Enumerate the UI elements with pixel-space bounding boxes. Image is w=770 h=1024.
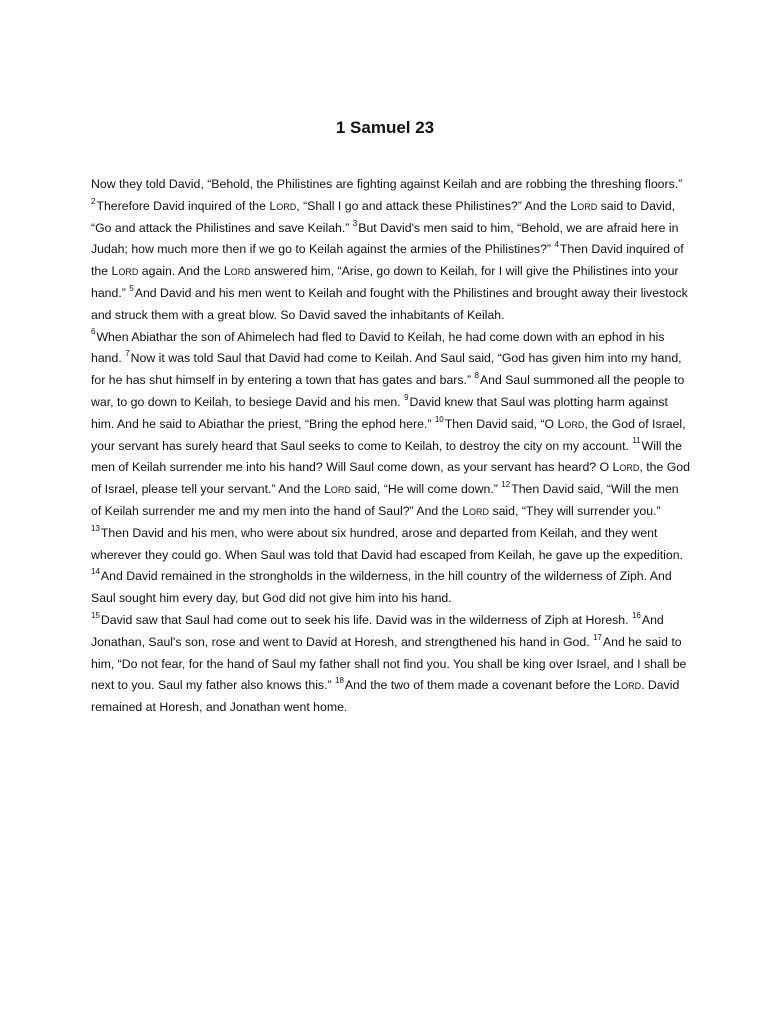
verse-text: Now they told David, “Behold, the Philistines are fighting against Keilah and are robbing the threshing floors.”	[91, 177, 683, 191]
verse-text: And the two of them made a covenant before the	[344, 678, 615, 693]
verse-number: 3	[352, 218, 358, 228]
paragraph	[91, 174, 691, 327]
verse-number: 12	[501, 480, 511, 490]
verse-text: David knew that Saul was plotting harm against him. And he said to Abiathar the priest, “Bring the ephod here.”	[91, 394, 668, 431]
verse-text: Then David said, “O	[444, 416, 558, 431]
verse-text: Now it was told Saul that David had come to Keilah. And Saul said, “God has given him into my hand, for he has shut himself in by entering a town that has gates and bars.”	[91, 351, 682, 388]
paragraph	[91, 610, 691, 719]
verse-number: 14	[91, 567, 100, 577]
verse-number: 10	[434, 414, 444, 424]
verse-number: 6	[91, 327, 96, 337]
verse-text: Then David said, “Will the men of Keilah surrender me and my men into the hand of Saul?” And the	[91, 482, 679, 518]
verse-number: 15	[91, 610, 100, 620]
verse-text: David saw that Saul had come out to seek his life. David was in the wilderness of Ziph at Horesh.	[100, 612, 632, 627]
divine-name: Lord	[324, 482, 351, 497]
divine-name: Lord	[223, 264, 251, 279]
divine-name: Lord	[612, 460, 640, 475]
verse-text: Will the men of Keilah surrender me into his hand? Will Saul come down, as your servant has heard? O	[91, 438, 682, 475]
verse-number: 2	[91, 196, 96, 206]
verse-text: Then David inquired of the	[91, 242, 684, 279]
verse-text: said, “They will surrender you.”	[489, 503, 661, 518]
chapter-body	[91, 174, 691, 719]
verse-number: 13	[91, 523, 100, 533]
verse-number: 9	[404, 392, 409, 402]
verse-number: 18	[335, 676, 344, 686]
verse-text: And Jonathan, Saul's son, rose and went to David at Horesh, and strengthened his hand in God.	[91, 612, 664, 649]
verse-number: 7	[125, 349, 130, 359]
verse-text: . David remained at Horesh, and Jonathan went home.	[91, 678, 680, 715]
verse-text: again. And the	[138, 264, 224, 279]
verse-number: 8	[474, 371, 479, 381]
verse-text: answered him, “Arise, go down to Keilah, for I will give the Philistines into your hand.”	[91, 264, 679, 300]
verse-text: said to David, “Go and attack the Philistines and save Keilah.”	[91, 198, 676, 235]
chapter-title: 1 Samuel 23	[335, 118, 435, 137]
divine-name: Lord	[570, 198, 598, 213]
verse-text: Therefore David inquired of the	[96, 198, 270, 213]
verse-text: , the God of Israel, your servant has surely heard that Saul seeks to come to Keilah, to destroy the city on my account.	[91, 416, 686, 453]
verse-text: , the God of Israel, please tell your servant.” And the	[91, 460, 690, 497]
verse-number: 5	[129, 283, 134, 293]
divine-name: Lord	[614, 678, 642, 693]
paragraph	[91, 327, 691, 610]
verse-text: Then David and his men, who were about six hundred, arose and departed from Keilah, and they went wherever they could go. When Saul was told that David had escaped from Keilah, he gave up the expedition.	[91, 525, 683, 562]
verse-text: , “Shall I go and attack these Philistines?” And the	[296, 198, 571, 213]
divine-name: Lord	[269, 198, 297, 213]
divine-name: Lord	[462, 503, 490, 518]
verse-number: 16	[631, 610, 641, 620]
verse-number: 11	[632, 436, 641, 446]
divine-name: Lord	[557, 416, 585, 431]
divine-name: Lord	[111, 264, 139, 279]
verse-text: When Abiathar the son of Ahimelech had fled to David to Keilah, he had come down with an ephod in his hand.	[91, 329, 665, 366]
verse-text: said, “He will come down.”	[350, 482, 502, 497]
verse-number: 4	[554, 240, 559, 250]
verse-text: And Saul summoned all the people to war, to go down to Keilah, to besiege David and his men.	[91, 373, 685, 409]
verse-text: And David and his men went to Keilah and fought with the Philistines and brought away their livestock and struck them with a great blow. So David saved the inhabitants of Keilah.	[91, 285, 688, 322]
verse-text: And David remained in the strongholds in the wilderness, in the hill country of the wilderness of Ziph. And Saul sought him every day, but God did not give him into his hand.	[91, 569, 672, 606]
verse-text: But David's men said to him, “Behold, we are afraid here in Judah; how much more then if we go to Keilah against the armies of the Philistines?”	[91, 220, 679, 257]
verse-number: 17	[593, 632, 602, 642]
verse-text: And he said to him, “Do not fear, for the hand of Saul my father shall not find you. You shall be king over Israel, and I shall be next to you. Saul my father also knows this.”	[91, 634, 687, 693]
